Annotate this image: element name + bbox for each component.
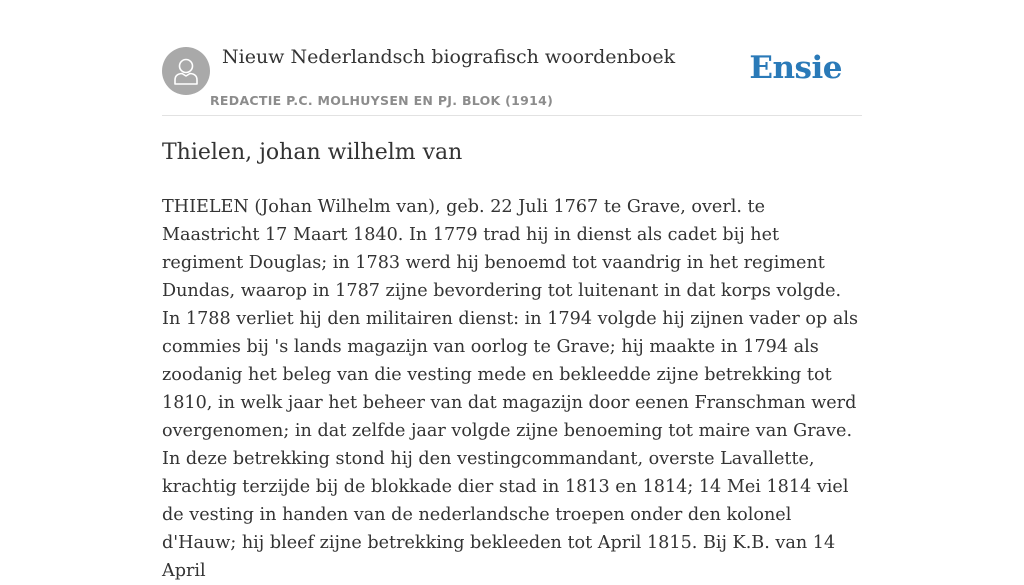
entry-title: Thielen, johan wilhelm van (162, 140, 463, 165)
entry-body: THIELEN (Johan Wilhelm van), geb. 22 Juli 1767 te Grave, overl. te Maastricht 17 Maart 1840. In 1779 trad hij in dienst als cadet bij het regiment Douglas; in 1783 werd hij benoemd tot vaandrig in het regiment Dundas, waarop in 1787 zijne bevordering tot luitenant in dat korps volgde. In 1788 verliet hij den militairen dienst: in 1794 volgde hij zijnen vader op als commies bij 's lands magazijn van oorlog te Grave; hij maakte in 1794 als zoodanig het beleg van die vesting mede en bekleedde zijne betrekking tot 1810, in welk jaar het beheer van dat magazijn door eenen Franschman werd overgenomen; in dat zelfde jaar volgde zijne benoeming tot maire van Grave. In deze betrekking stond hij den vestingcommandant, overste Lavallette, krachtig terzijde bij de blokkade dier stad in 1813 en 1814; 14 Mei 1814 viel de vesting in handen van de nederlandsche troepen onder den kolonel d'Hauw; hij bleef zijne betrekking bekleeden tot April 1815. Bij K.B. van 14 April (162, 197, 859, 581)
page (162, 0, 862, 581)
book-title[interactable]: Nieuw Nederlandsch biografisch woordenboek (222, 46, 676, 68)
author-avatar[interactable] (162, 47, 210, 95)
header (162, 0, 862, 116)
person-icon (173, 56, 199, 86)
byline: REDACTIE P.C. MOLHUYSEN EN PJ. BLOK (1914) (210, 93, 554, 108)
ensie-logo[interactable]: Ensie (749, 50, 842, 86)
